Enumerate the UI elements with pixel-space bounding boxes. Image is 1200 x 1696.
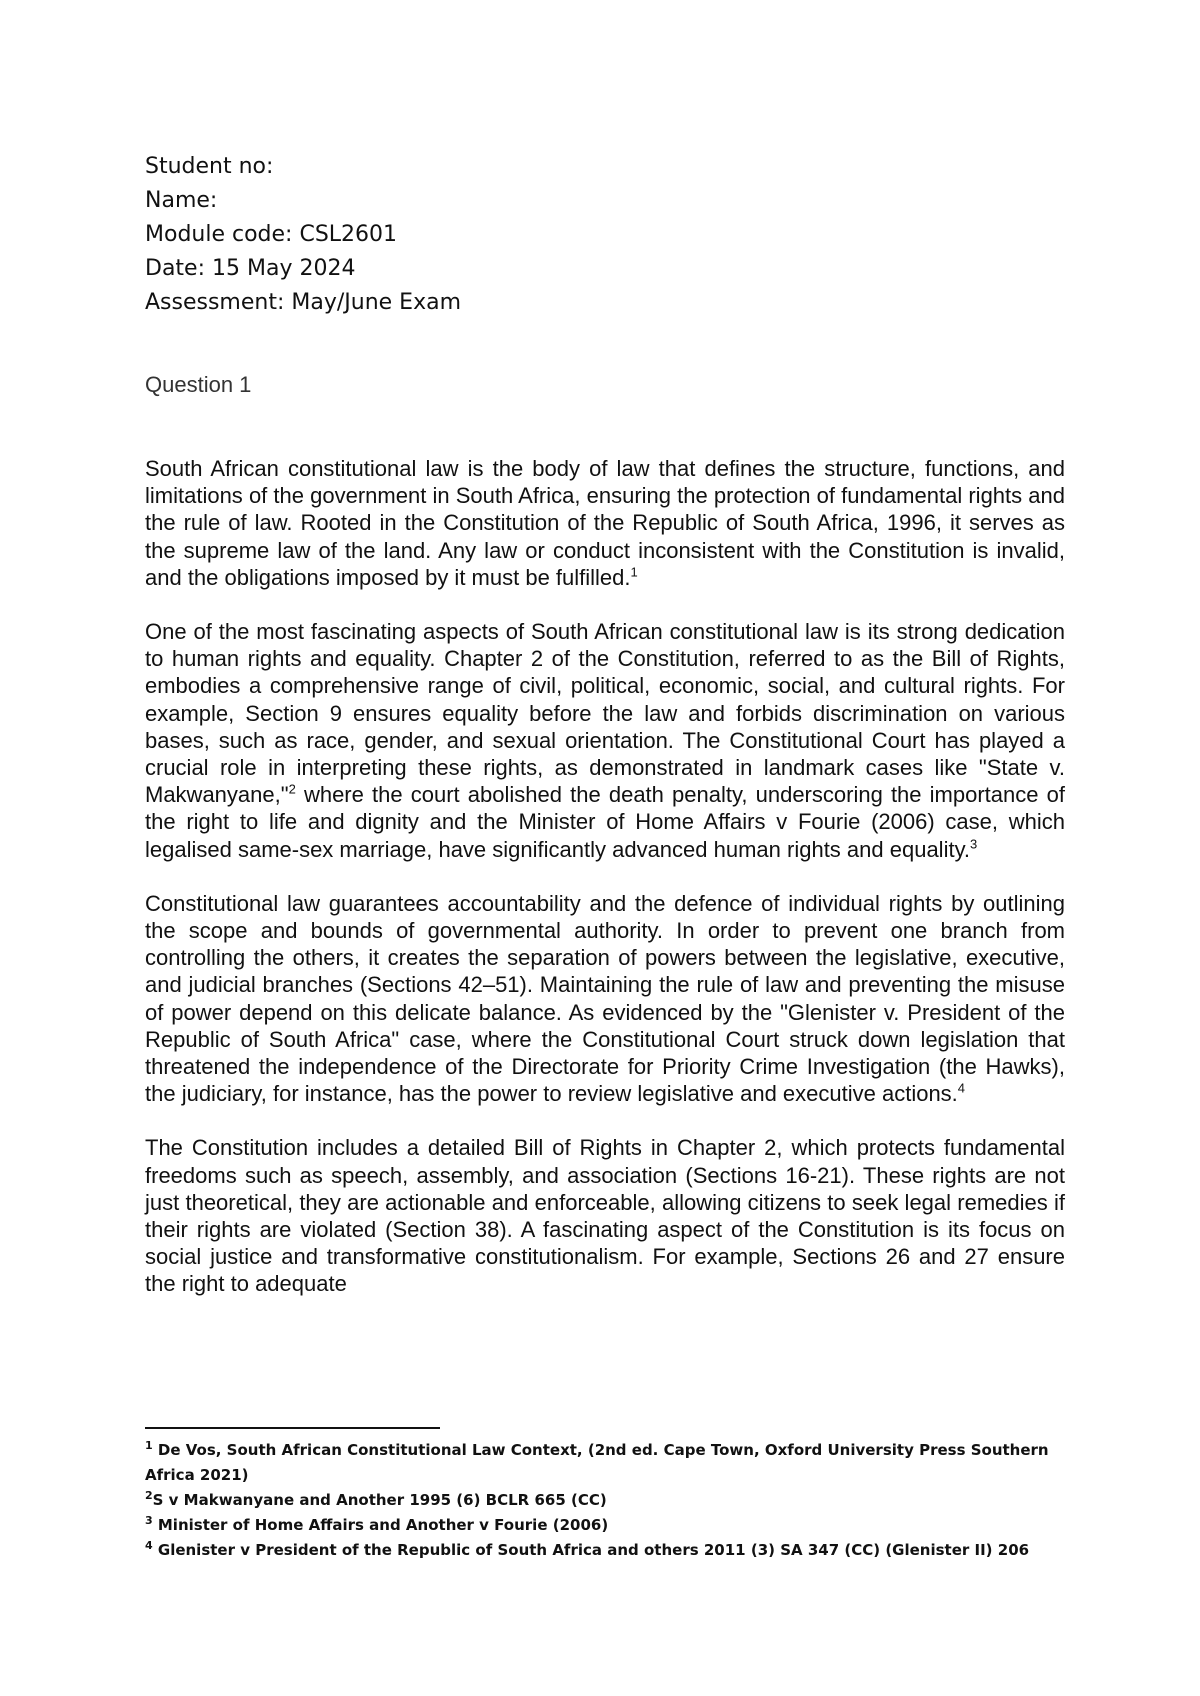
paragraph-1 (145, 455, 1065, 591)
paragraph-3 (145, 890, 1065, 1108)
document-header (145, 150, 945, 320)
footnote-number: 3 (145, 1514, 153, 1527)
footnote-4 (145, 1538, 1065, 1563)
module-code: Module code: CSL2601 (145, 222, 398, 247)
date: Date: 15 May 2024 (145, 256, 356, 281)
paragraph-text: Constitutional law guarantees accountability and the defence of individual rights by outlining the scope and bounds of governmental authority. In order to prevent one branch from controlling the others, it creates the separation of powers between the legislative, executive, and judicial branches (Sections 42–51). Maintaining the rule of law and preventing the misuse of power depend on this delicate balance. As evidenced by the "Glenister v. President of the Republic of South Africa" case, where the Constitutional Court struck down legislation that threatened the independence of the Directorate for Priority Crime Investigation (the Hawks), the judiciary, for instance, has the power to review legislative and executive actions. (145, 890, 1065, 1107)
footnote-separator (145, 1427, 440, 1429)
document-body (145, 455, 1065, 1325)
footnote-ref: 1 (630, 564, 638, 580)
footnote-number: 1 (145, 1439, 153, 1452)
name-label: Name: (145, 188, 218, 213)
footnote-ref: 3 (970, 836, 978, 852)
footnote-3 (145, 1513, 1065, 1538)
footnote-2 (145, 1488, 1065, 1513)
paragraph-text: South African constitutional law is the body of law that defines the structure, functions, and limitations of the government in South Africa, ensuring the protection of fundamental rights and the rule of law. Rooted in the Constitution of the Republic of South Africa, 1996, it serves as the supreme law of the land. Any law or conduct inconsistent with the Constitution is invalid, and the obligations imposed by it must be fulfilled. (145, 456, 1065, 590)
footnote-number: 2 (145, 1489, 153, 1502)
student-no-label: Student no: (145, 154, 274, 179)
paragraph-text: One of the most fascinating aspects of South African constitutional law is its strong dedication to human rights and equality. Chapter 2 of the Constitution, referred to as the Bill of Rights, embodies a comprehensive range of civil, political, economic, social, and cultural rights. For example, Section 9 ensures equality before the law and forbids discrimination on various bases, such as race, gender, and sexual orientation. The Constitutional Court has played a crucial role in interpreting these rights, as demonstrated in landmark cases like "State v. Makwanyane," (145, 619, 1065, 808)
footnote-ref: 4 (957, 1080, 966, 1096)
footnote-text: De Vos, South African Constitutional Law Context, (2nd ed. Cape Town, Oxford University Press Southern Africa 2021) (145, 1441, 1049, 1484)
footnote-number: 4 (145, 1539, 153, 1552)
footnote-text: S v Makwanyane and Another 1995 (6) BCLR 665 (CC) (152, 1491, 607, 1509)
assessment: Assessment: May/June Exam (145, 290, 462, 315)
paragraph-text: where the court abolished the death penalty, underscoring the importance of the right to life and dignity and the Minister of Home Affairs v Fourie (2006) case, which legalised same-sex marriage, have significantly advanced human rights and equality. (145, 782, 1065, 862)
paragraph-2 (145, 618, 1065, 863)
footnote-ref: 2 (288, 781, 296, 797)
footnote-text: Glenister v President of the Republic of South Africa and others 2011 (3) SA 347 (CC) (Glenister II) 206 (152, 1541, 1030, 1559)
paragraph-text: The Constitution includes a detailed Bill of Rights in Chapter 2, which protects fundamental freedoms such as speech, assembly, and association (Sections 16-21). These rights are not just theoretical, they are actionable and enforceable, allowing citizens to seek legal remedies if their rights are violated (Section 38). A fascinating aspect of the Constitution is its focus on social justice and transformative constitutionalism. For example, Sections 26 and 27 ensure the right to adequate (145, 1135, 1065, 1297)
footnote-1 (145, 1438, 1065, 1488)
question-heading: Question 1 (145, 372, 252, 397)
footnote-text: Minister of Home Affairs and Another v Fourie (2006) (152, 1516, 609, 1534)
paragraph-4 (145, 1134, 1065, 1297)
footnotes (145, 1438, 1065, 1563)
